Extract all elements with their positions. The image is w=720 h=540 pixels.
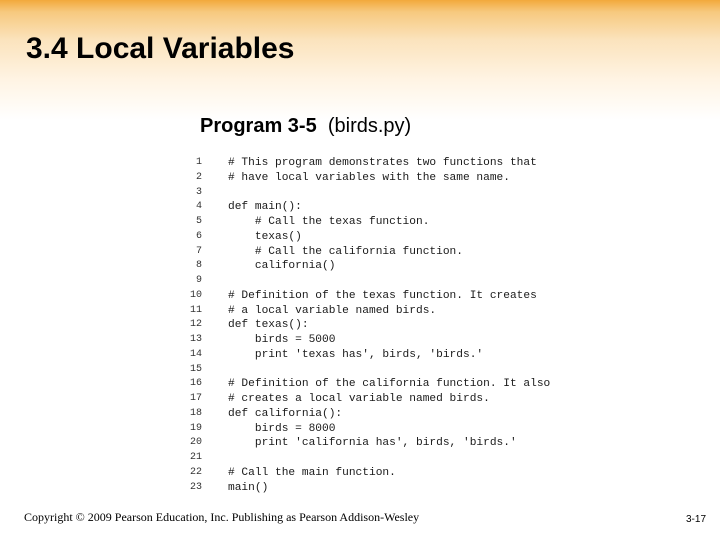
line-number: 7 (195, 245, 202, 257)
line-number: 12 (189, 319, 202, 331)
code-line (186, 363, 546, 378)
code-text: def california(): (228, 407, 343, 420)
line-number: 14 (189, 348, 202, 360)
code-line (186, 245, 546, 260)
line-number: 23 (189, 481, 202, 493)
code-text: print 'california has', birds, 'birds.' (228, 437, 517, 450)
footer-page-number: 3-17 (685, 514, 706, 525)
line-number: 9 (195, 275, 202, 286)
code-line (186, 171, 546, 186)
line-number: 21 (189, 452, 202, 463)
line-number: 10 (189, 289, 202, 301)
code-text: main() (228, 481, 269, 494)
program-label: Program 3-5 (200, 115, 317, 137)
code-line (186, 466, 546, 481)
code-line (186, 318, 546, 333)
code-line (186, 215, 546, 230)
code-text: # Definition of the california function. It also (228, 378, 551, 391)
code-line (186, 289, 546, 304)
footer-copyright: Copyright © 2009 Pearson Education, Inc. Publishing as Pearson Addison-Wesley (24, 510, 420, 524)
line-number: 5 (195, 216, 202, 227)
code-line (186, 451, 546, 466)
code-line (186, 333, 546, 348)
line-number: 18 (189, 407, 202, 419)
line-number: 13 (189, 334, 202, 345)
line-number: 19 (189, 422, 202, 434)
line-number: 6 (195, 230, 202, 242)
code-text: # This program demonstrates two functions that (228, 157, 537, 169)
line-number: 16 (189, 378, 202, 390)
code-line (186, 392, 546, 407)
code-listing (186, 156, 551, 495)
line-number: 20 (189, 437, 202, 449)
slide-title: 3.4 Local Variables (26, 32, 295, 65)
code-line (186, 377, 551, 392)
code-text: def main(): (228, 201, 302, 214)
line-number: 15 (189, 363, 202, 375)
line-number: 1 (195, 157, 202, 168)
line-number: 22 (189, 466, 202, 478)
line-number: 8 (195, 260, 202, 272)
code-text: # Call the texas function. (228, 216, 430, 228)
code-line (186, 422, 546, 437)
code-line (186, 230, 546, 245)
code-line (186, 186, 546, 201)
code-line (186, 348, 546, 363)
line-number: 2 (195, 171, 202, 183)
code-line (186, 407, 546, 422)
code-text: # a local variable named birds. (228, 304, 437, 317)
code-text: # creates a local variable named birds. (228, 393, 490, 405)
code-line (186, 259, 546, 274)
code-text: # have local variables with the same name. (228, 171, 510, 184)
code-text: # Definition of the texas function. It creates (228, 289, 537, 302)
code-line (186, 200, 546, 215)
code-text: birds = 8000 (228, 422, 336, 435)
line-number: 3 (195, 186, 202, 198)
code-line (186, 274, 546, 289)
code-text: california() (228, 260, 336, 273)
line-number: 17 (189, 393, 202, 404)
code-line (186, 156, 546, 171)
code-text: # Call the california function. (228, 245, 463, 258)
program-filename: (birds.py) (327, 115, 412, 137)
program-caption (200, 115, 411, 138)
code-text: birds = 5000 (228, 334, 336, 346)
code-text: print 'texas has', birds, 'birds.' (228, 348, 484, 361)
code-text: texas() (228, 230, 302, 243)
code-line (186, 304, 546, 319)
code-text: def texas(): (228, 319, 309, 332)
line-number: 4 (195, 201, 202, 213)
code-line (186, 481, 546, 496)
line-number: 11 (189, 304, 202, 316)
code-line (186, 436, 546, 451)
code-text: # Call the main function. (228, 466, 396, 479)
